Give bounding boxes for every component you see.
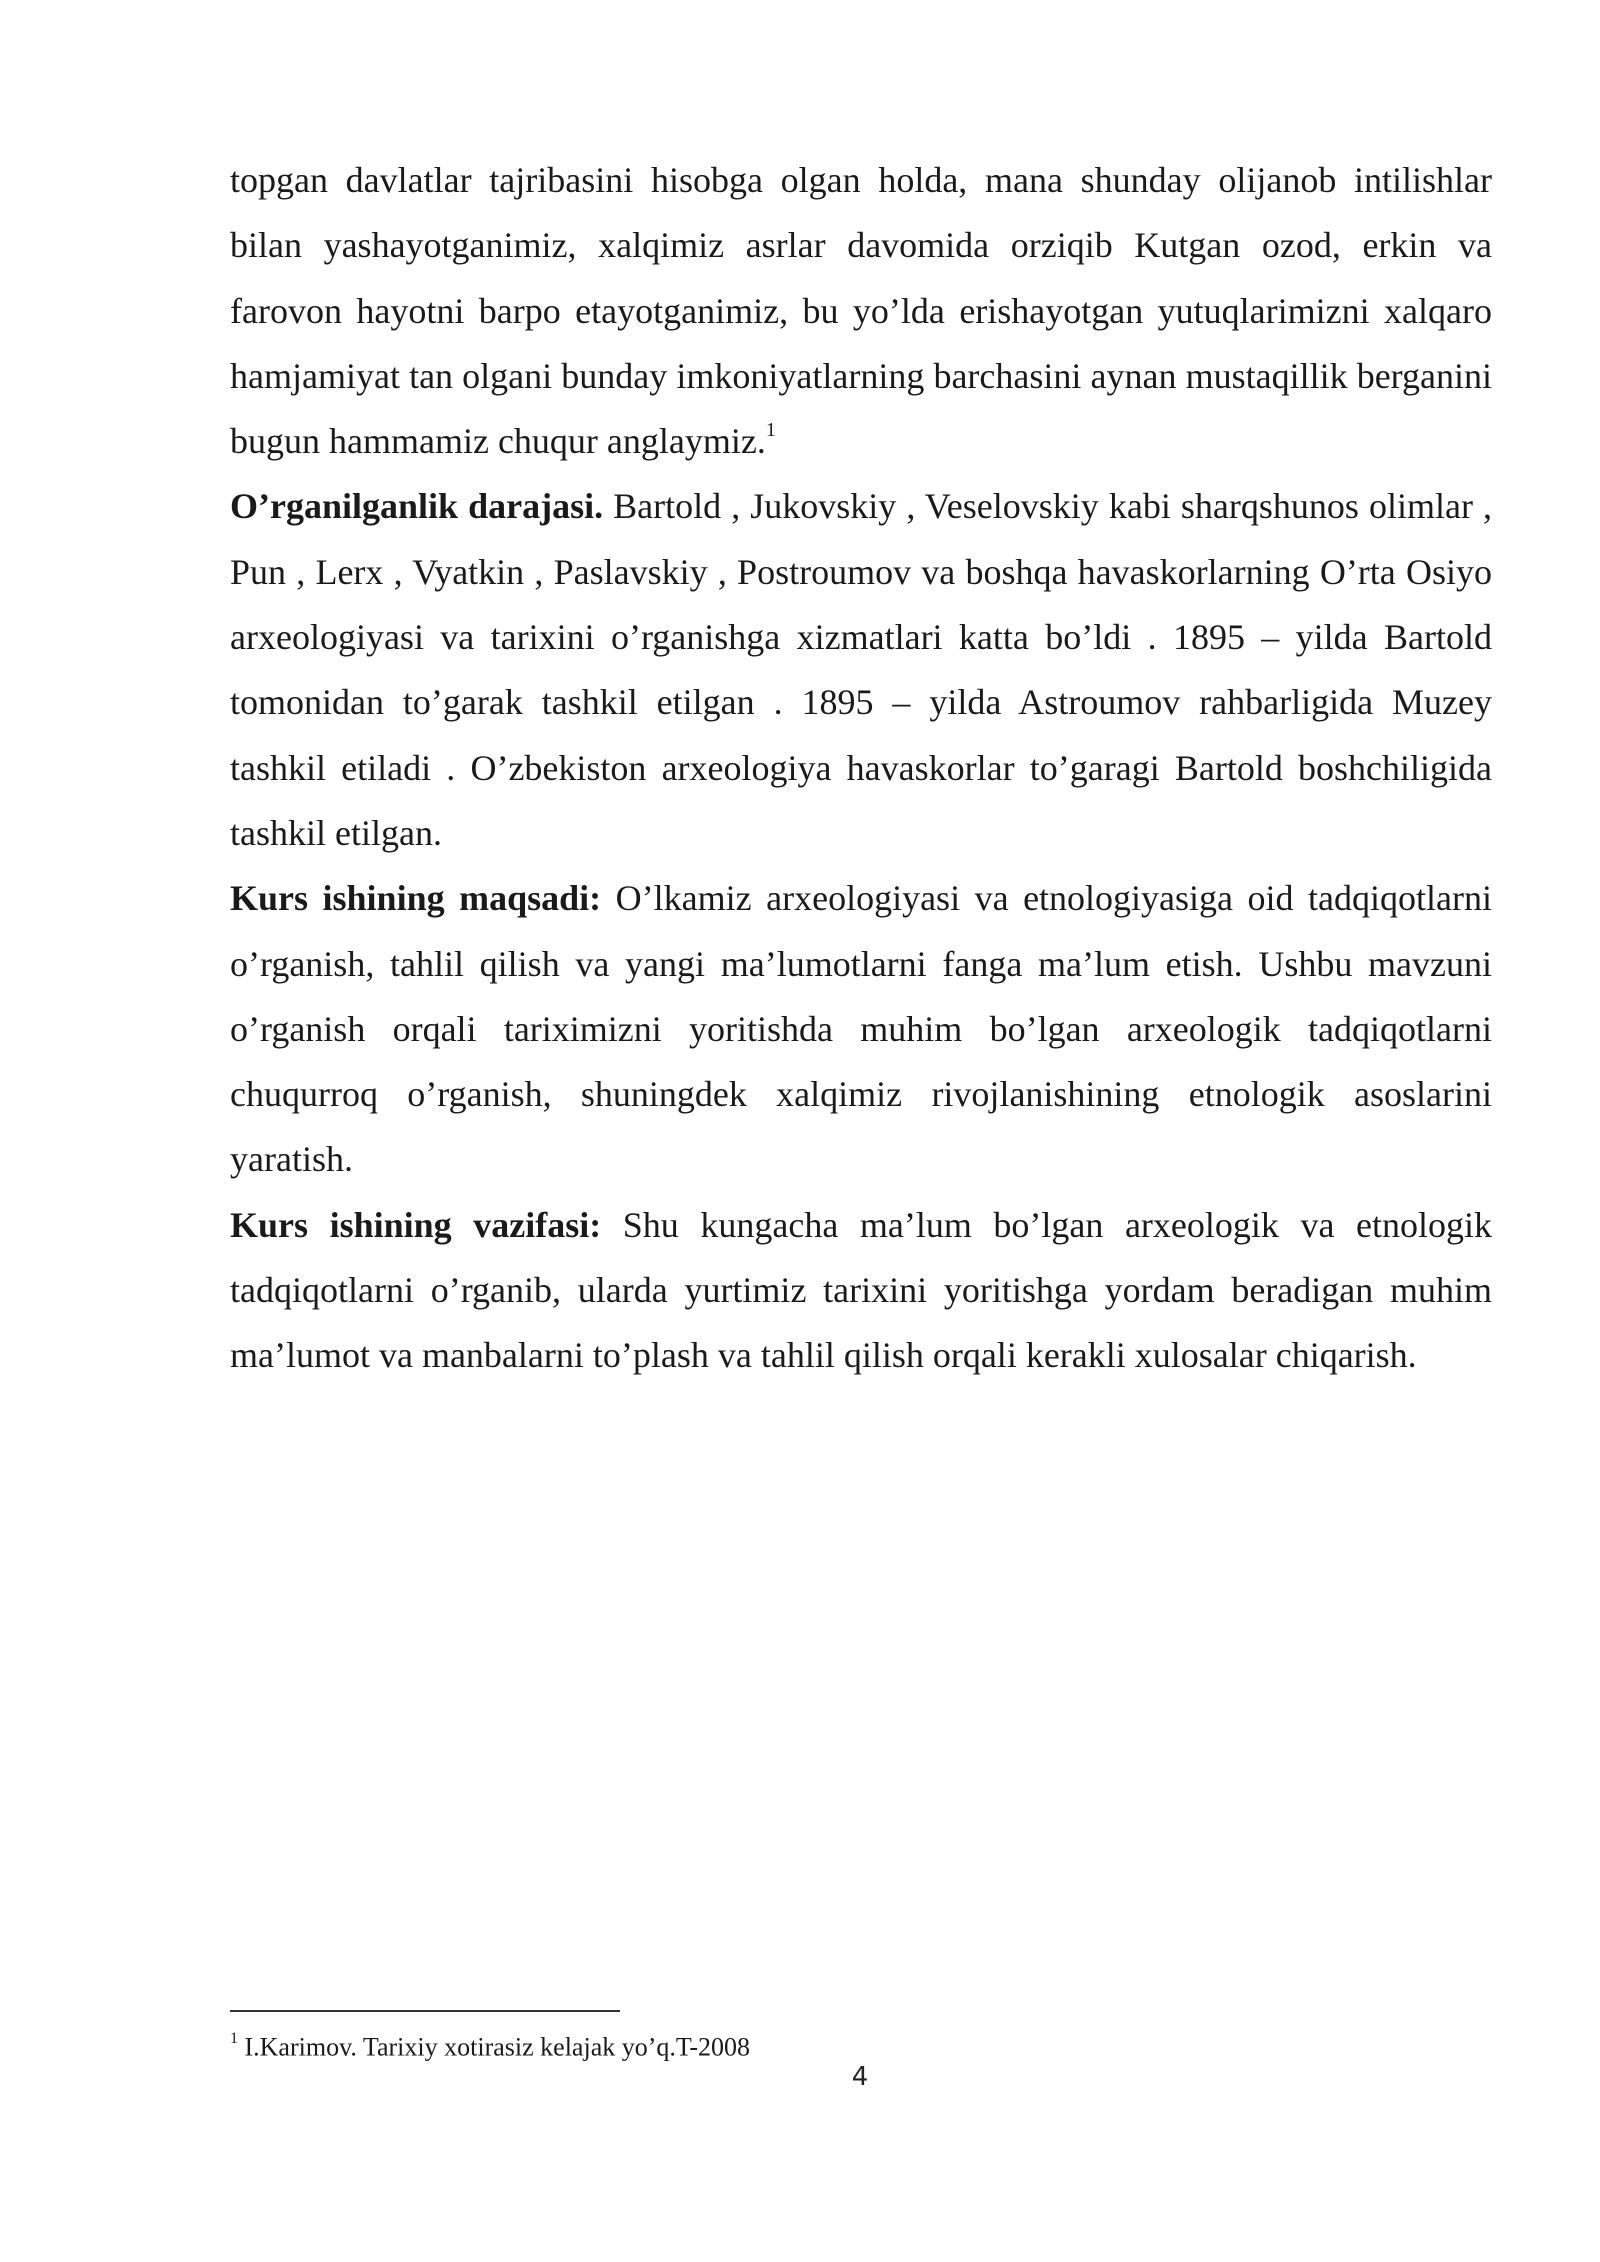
paragraph-goal: [230, 866, 1492, 1192]
paragraph-research-level: [230, 474, 1492, 866]
paragraph-goal-heading: Kurs ishining maqsadi:: [230, 878, 602, 919]
paragraph-intro: [230, 148, 1492, 474]
paragraph-research-level-heading: O’rganilganlik darajasi.: [230, 486, 604, 527]
footnote-separator: [230, 2010, 620, 2012]
footnote-reference: 1: [765, 419, 776, 442]
page-number: 4: [851, 2062, 869, 2092]
footnote-marker: 1: [230, 2030, 238, 2047]
paragraph-task-text: Shu kungacha ma’lum bo’lgan arxeologik va etnologik tadqiqotlarni o’rganib, ularda yurtimiz tarixini yoritishga yordam beradigan muhim ma’lumot va manbalarni to’plash va tahlil qilish orqali kerakli xulosalar chiqarish.: [230, 1204, 1492, 1376]
footnote-text: I.Karimov. Tarixiy xotirasiz kelajak yo’q.T-2008: [238, 2032, 751, 2062]
paragraph-task-heading: Kurs ishining vazifasi:: [230, 1204, 602, 1245]
body-text: [230, 148, 1492, 1389]
paragraph-research-level-text: Bartold , Jukovskiy , Veselovskiy kabi sharqshunos olimlar , Pun , Lerx , Vyatkin , Paslavskiy , Postroumov va boshqa havaskorlarning O’rta Osiyo arxeologiyasi va tarixini o’rganishga xizmatlari katta bo’ldi . 1895 – yilda Bartold tomonidan to’garak tashkil etilgan . 1895 – yilda Astroumov rahbarligida Muzey tashkil etiladi . O’zbekiston arxeologiya havaskorlar to’garagi Bartold boshchiligida tashkil etilgan.: [230, 486, 1492, 853]
paragraph-goal-text: O’lkamiz arxeologiyasi va etnologiyasiga oid tadqiqotlarni o’rganish, tahlil qilish va yangi ma’lumotlarni fanga ma’lum etish. Ushbu mavzuni o’rganish orqali tariximizni yoritishda muhim bo’lgan arxeologik tadqiqotlarni chuqurroq o’rganish, shuningdek xalqimiz rivojlanishining etnologik asoslarini yaratish.: [230, 878, 1493, 1180]
paragraph-task: [230, 1193, 1492, 1389]
footnote: [230, 2025, 750, 2065]
paragraph-intro-text: topgan davlatlar tajribasini hisobga olgan holda, mana shunday olijanob intilishlar bilan yashayotganimiz, xalqimiz asrlar davomida orziqib Kutgan ozod, erkin va farovon hayotni barpo etayotganimiz, bu yo’lda erishayotgan yutuqlarimizni xalqaro hamjamiyat tan olgani bunday imkoniyatlarning barchasini aynan mustaqillik berganini bugun hammamiz chuqur anglaymiz.: [230, 160, 1492, 462]
